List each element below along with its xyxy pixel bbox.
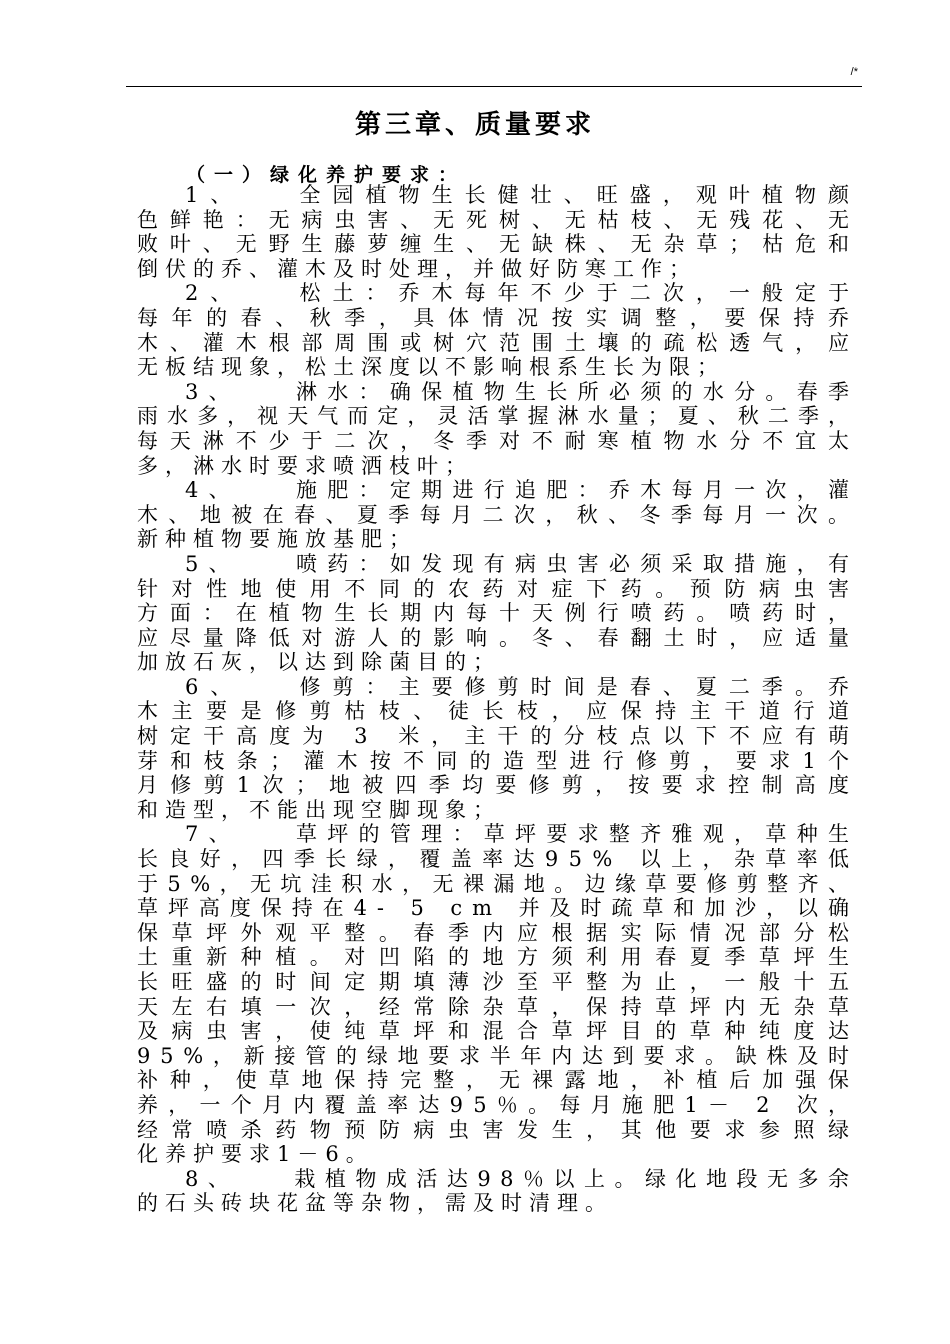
text-segment: 土重新种植。对凹陷的地方须利用春夏季草坪生 bbox=[137, 945, 863, 970]
text-segment: 经常喷杀药物预防病虫害发生，其他要求参照绿 bbox=[137, 1117, 863, 1142]
text-line bbox=[137, 920, 863, 946]
text-segment: 每天淋不少于二次，冬季对不耐寒植物水分不宜太 bbox=[137, 428, 861, 453]
text-line bbox=[137, 207, 861, 233]
text-segment: 倒伏的乔、灌木及时处理，并做好防寒工作； bbox=[137, 256, 697, 281]
text-line bbox=[137, 183, 862, 208]
text-line bbox=[137, 305, 863, 331]
body-text bbox=[137, 183, 863, 1216]
text-line bbox=[137, 1092, 860, 1118]
text-line bbox=[137, 379, 860, 405]
text-line bbox=[137, 896, 859, 921]
text-line bbox=[137, 994, 863, 1020]
text-line bbox=[137, 404, 859, 429]
text-segment: 3、 bbox=[185, 379, 240, 404]
text-segment: 月修剪1次；地被四季均要修剪，按要求控制高度 bbox=[137, 773, 862, 798]
text-segment: 新种植物要施放基肥； bbox=[137, 527, 417, 552]
text-line bbox=[137, 257, 849, 282]
text-segment: 长旺盛的时间定期填薄沙至平整为止，一般十五 bbox=[137, 970, 863, 994]
text-segment: 喷药：如发现有病虫害必须采取措施，有 bbox=[295, 551, 860, 576]
text-segment: 和造型，不能出现空脚现象； bbox=[137, 797, 501, 822]
page-header-mark: /* bbox=[850, 66, 858, 78]
text-line bbox=[137, 478, 860, 503]
text-segment: 修剪：主要修剪时间是春、夏二季。乔 bbox=[299, 674, 862, 699]
text-segment: 草坪的管理：草坪要求整齐雅观，草种生 bbox=[295, 822, 860, 847]
text-line bbox=[137, 945, 863, 970]
text-segment: 方面：在植物生长期内每十天例行喷药。喷药时， bbox=[137, 601, 861, 626]
text-segment: 及病虫害，使纯草坪和混合草坪目的草种纯度达 bbox=[137, 1019, 863, 1044]
text-segment: 木、灌木根部周围或树穴范围土壤的疏松透气，应 bbox=[137, 330, 861, 355]
text-line bbox=[137, 601, 861, 626]
text-segment: 1、 bbox=[185, 183, 244, 207]
chapter-title: 第三章、质量要求 bbox=[354, 110, 595, 140]
text-line bbox=[137, 748, 862, 774]
text-segment: 淋水：确保植物生长所必须的水分。春季 bbox=[295, 379, 860, 404]
text-line bbox=[137, 232, 861, 257]
text-line bbox=[137, 699, 863, 724]
text-line bbox=[137, 773, 862, 798]
text-segment: 95%，新接管的绿地要求半年内达到要求。缺株及时 bbox=[137, 1043, 859, 1068]
text-line bbox=[137, 281, 862, 306]
text-segment: 全园植物生长健壮、旺盛，观叶植物颜 bbox=[299, 183, 862, 207]
text-line bbox=[137, 625, 861, 651]
text-line bbox=[137, 847, 860, 872]
text-segment: 化养护要求1－6。 bbox=[137, 1142, 374, 1167]
text-segment: 的石头砖块花盆等杂物，需及时清理。 bbox=[137, 1191, 613, 1216]
text-segment: 保草坪外观平整。春季内应根据实际情况部分松 bbox=[137, 920, 863, 945]
text-line bbox=[137, 551, 860, 577]
text-line bbox=[137, 1191, 849, 1216]
text-line bbox=[137, 1019, 863, 1044]
text-segment: 施肥：定期进行追肥：乔木每月一次，灌 bbox=[295, 478, 860, 503]
text-segment: 色鲜艳：无病虫害、无死树、无枯枝、无残花、无 bbox=[137, 207, 861, 232]
text-line bbox=[137, 798, 849, 823]
text-line bbox=[137, 970, 863, 995]
text-segment: 7、 bbox=[185, 822, 240, 847]
text-segment: 木、地被在春、夏季每月二次，秋、冬季每月一次。 bbox=[137, 502, 860, 527]
text-segment: 于5%，无坑洼积水，无裸漏地。边缘草要修剪整齐、 bbox=[137, 871, 859, 896]
text-line bbox=[137, 527, 849, 552]
text-segment: 4、 bbox=[185, 478, 240, 503]
text-line bbox=[137, 650, 849, 675]
text-segment: 加放石灰，以达到除菌目的； bbox=[137, 650, 501, 675]
text-line bbox=[137, 428, 861, 454]
text-line bbox=[137, 1166, 859, 1192]
text-line bbox=[137, 502, 860, 528]
text-line bbox=[137, 1068, 861, 1093]
text-line bbox=[137, 871, 859, 897]
text-segment: 6、 bbox=[185, 674, 244, 699]
text-segment: 无板结现象，松土深度以不影响根系生长为限； bbox=[137, 355, 725, 380]
text-line bbox=[137, 724, 862, 749]
text-line bbox=[137, 674, 862, 700]
text-segment: 补种，使草地保持完整，无裸露地，补植后加强保 bbox=[137, 1068, 861, 1093]
text-segment: 2、 bbox=[185, 281, 244, 306]
text-segment: 树定干高度为 3 米，主干的分枝点以下不应有萌 bbox=[137, 724, 862, 749]
text-segment: 每年的春、秋季，具体情况按实调整，要保持乔 bbox=[137, 305, 863, 330]
text-segment: 松土：乔木每年不少于二次，一般定于 bbox=[299, 281, 862, 306]
header-rule bbox=[126, 86, 862, 87]
text-segment: 应尽量降低对游人的影响。冬、春翻土时，应适量 bbox=[137, 625, 861, 650]
text-segment: 败叶、无野生藤萝缠生、无缺株、无杂草；枯危和 bbox=[137, 232, 861, 257]
text-line bbox=[137, 355, 849, 380]
text-segment: 木主要是修剪枯枝、徒长枝，应保持主干道行道 bbox=[137, 699, 863, 724]
text-segment: 草坪高度保持在4- 5 cm 并及时疏草和加沙，以确 bbox=[137, 896, 859, 921]
text-segment: 针对性地使用不同的农药对症下药。预防病虫害 bbox=[137, 576, 863, 601]
text-segment: 养，一个月内覆盖率达95％。每月施肥1－ 2 次， bbox=[137, 1092, 860, 1117]
text-segment: 芽和枝条；灌木按不同的造型进行修剪，要求1个 bbox=[137, 748, 862, 773]
text-line bbox=[137, 1117, 863, 1143]
text-line bbox=[137, 330, 861, 356]
text-line bbox=[137, 1142, 849, 1167]
text-segment: 多，淋水时要求喷洒枝叶； bbox=[137, 453, 473, 478]
text-segment: 天左右填一次，经常除杂草，保持草坪内无杂草 bbox=[137, 994, 863, 1019]
section-title: （一）绿化养护要求： bbox=[186, 164, 467, 186]
text-line bbox=[137, 822, 860, 847]
text-segment: 8、 bbox=[185, 1166, 239, 1191]
text-segment: 雨水多，视天气而定，灵活掌握淋水量；夏、秋二季， bbox=[137, 404, 859, 429]
text-line bbox=[137, 1043, 859, 1069]
text-segment: 长良好，四季长绿，覆盖率达95% 以上，杂草率低 bbox=[137, 847, 860, 872]
text-segment: 栽植物成活达98％以上。绿化地段无多余 bbox=[294, 1166, 859, 1191]
text-segment: 5、 bbox=[185, 551, 240, 576]
text-line bbox=[137, 576, 863, 602]
text-line bbox=[137, 454, 849, 479]
